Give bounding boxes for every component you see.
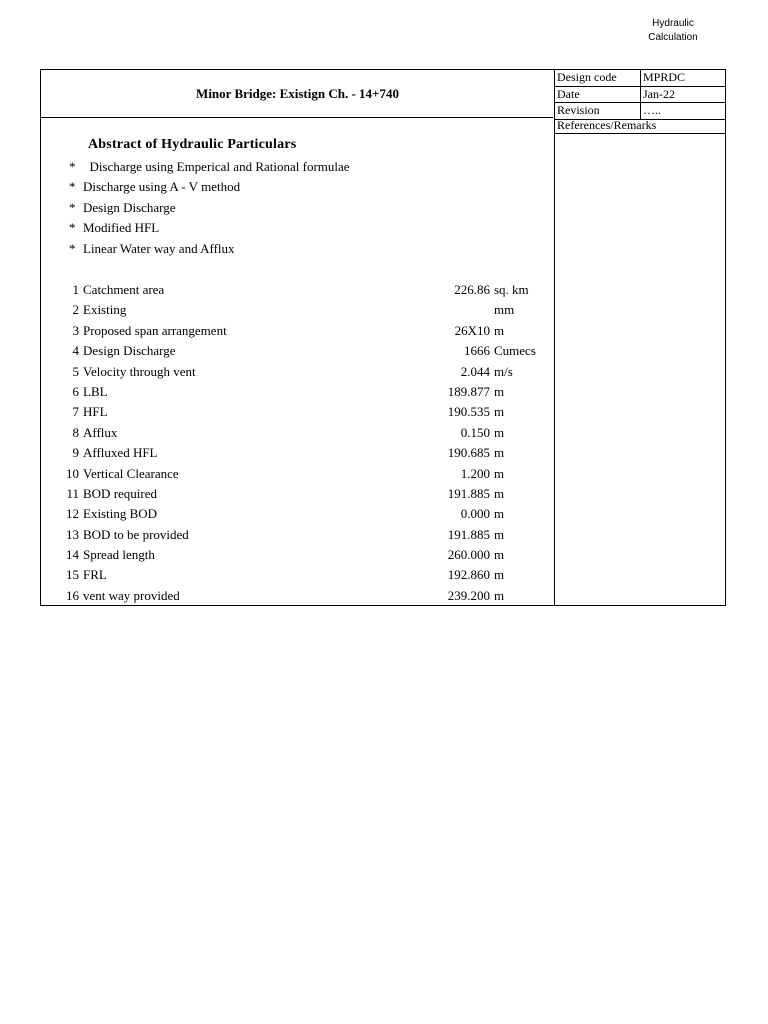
- particular-row: [41, 362, 554, 382]
- row-number: 16: [66, 587, 79, 603]
- row-number: 9: [72, 445, 79, 461]
- row-label: Existing: [83, 302, 127, 318]
- row-value: 2.044: [460, 363, 490, 379]
- row-unit: m: [494, 322, 505, 338]
- bullet-item: [69, 157, 350, 177]
- particular-row: [41, 545, 554, 565]
- row-value: 0.150: [460, 424, 490, 440]
- bullet-mark: *: [69, 159, 76, 174]
- row-label: Design Discharge: [83, 343, 176, 359]
- bullet-list: [69, 157, 350, 259]
- meta-row: [555, 87, 725, 104]
- row-label: Proposed span arrangement: [83, 322, 227, 338]
- particular-row: [41, 525, 554, 545]
- row-value: 26X10: [454, 322, 490, 338]
- section-heading: Abstract of Hydraulic Particulars: [88, 137, 297, 152]
- row-number: 12: [66, 506, 79, 522]
- row-value: 189.877: [447, 383, 490, 399]
- row-label: Affluxed HFL: [83, 445, 158, 461]
- row-value: 239.200: [447, 587, 490, 603]
- bullet-item: [69, 239, 350, 259]
- particulars-list: [41, 280, 554, 606]
- row-unit: m/s: [494, 363, 513, 379]
- row-value: 192.860: [447, 567, 490, 583]
- row-number: 8: [72, 424, 79, 440]
- row-unit: m: [494, 567, 505, 583]
- row-number: 13: [66, 526, 79, 542]
- row-number: 7: [72, 404, 79, 420]
- row-label: Afflux: [83, 424, 118, 440]
- particular-row: [41, 484, 554, 504]
- references-label: References/Remarks: [555, 118, 725, 134]
- meta-table: [555, 70, 725, 120]
- meta-key: Design code: [555, 70, 641, 86]
- row-number: 3: [72, 322, 79, 338]
- row-number: 14: [66, 547, 79, 563]
- page-header-label: [620, 17, 726, 45]
- bullet-item: [69, 198, 350, 218]
- row-unit: sq. km: [494, 282, 529, 297]
- row-unit: m: [494, 424, 505, 440]
- meta-value: MPRDC: [643, 70, 686, 84]
- row-number: 4: [72, 343, 79, 359]
- calculation-sheet: [40, 69, 726, 606]
- row-unit: m: [494, 547, 505, 563]
- row-number: 11: [66, 485, 79, 501]
- row-label: vent way provided: [83, 587, 180, 603]
- row-value: 190.535: [447, 404, 490, 420]
- row-value: 1.200: [460, 465, 490, 481]
- row-label: BOD to be provided: [83, 526, 189, 542]
- row-value: 191.885: [447, 485, 490, 501]
- row-label: BOD required: [83, 485, 158, 501]
- row-unit: m: [494, 526, 505, 542]
- row-unit: m: [494, 404, 505, 420]
- row-unit: m: [494, 465, 505, 481]
- row-label: HFL: [83, 404, 108, 420]
- meta-key: Date: [555, 87, 641, 103]
- row-unit: m: [494, 587, 505, 603]
- row-label: Vertical Clearance: [83, 465, 179, 481]
- bullet-mark: *: [69, 199, 76, 215]
- particular-row: [41, 464, 554, 484]
- row-label: Velocity through vent: [83, 363, 196, 379]
- row-label: Existing BOD: [83, 506, 158, 522]
- row-number: 10: [66, 465, 79, 481]
- row-value: 226.86: [454, 282, 490, 297]
- meta-key: Revision: [555, 103, 641, 119]
- bullet-text: Modified HFL: [83, 220, 160, 236]
- row-number: 6: [72, 383, 79, 399]
- particular-row: [41, 586, 554, 606]
- bullet-text: Design Discharge: [83, 199, 176, 215]
- row-unit: m: [494, 506, 505, 522]
- bullet-item: [69, 177, 350, 197]
- row-unit: m: [494, 485, 505, 501]
- bullet-mark: *: [69, 179, 76, 195]
- particular-row: [41, 402, 554, 422]
- row-number: 1: [72, 282, 79, 297]
- particular-row: [41, 382, 554, 402]
- column-divider: [554, 70, 555, 605]
- page-title: Minor Bridge: Existign Ch. - 14+740: [196, 85, 399, 101]
- row-unit: Cumecs: [494, 343, 536, 359]
- row-value: 1666: [464, 343, 490, 359]
- row-unit: mm: [494, 302, 515, 318]
- header-line-2: Calculation: [648, 32, 698, 43]
- title-divider: [41, 117, 553, 118]
- row-label: Spread length: [83, 547, 155, 563]
- meta-value: …..: [643, 103, 661, 117]
- row-number: 2: [72, 302, 79, 318]
- bullet-item: [69, 218, 350, 238]
- particular-row: [41, 321, 554, 341]
- particular-row: [41, 565, 554, 585]
- particular-row: [41, 300, 554, 320]
- bullet-text: Discharge using A - V method: [83, 179, 241, 195]
- row-label: LBL: [83, 383, 108, 399]
- bullet-text: Linear Water way and Afflux: [83, 240, 235, 256]
- row-label: Catchment area: [83, 282, 165, 297]
- row-unit: m: [494, 383, 505, 399]
- bullet-text: Discharge using Emperical and Rational formulae: [83, 159, 350, 174]
- particular-row: [41, 423, 554, 443]
- particular-row: [41, 443, 554, 463]
- row-value: 0.000: [460, 506, 490, 522]
- particular-row: [41, 504, 554, 524]
- row-value: 191.885: [447, 526, 490, 542]
- row-value: 190.685: [447, 445, 490, 461]
- bullet-mark: *: [69, 240, 76, 256]
- particular-row: [41, 341, 554, 361]
- row-number: 15: [66, 567, 79, 583]
- header-line-1: Hydraulic: [652, 18, 694, 29]
- meta-row: [555, 70, 725, 87]
- particular-row: [41, 280, 554, 300]
- meta-value: Jan-22: [643, 86, 675, 101]
- row-unit: m: [494, 445, 505, 461]
- row-value: 260.000: [447, 547, 490, 563]
- row-number: 5: [72, 363, 79, 379]
- bullet-mark: *: [69, 220, 76, 236]
- row-label: FRL: [83, 567, 107, 583]
